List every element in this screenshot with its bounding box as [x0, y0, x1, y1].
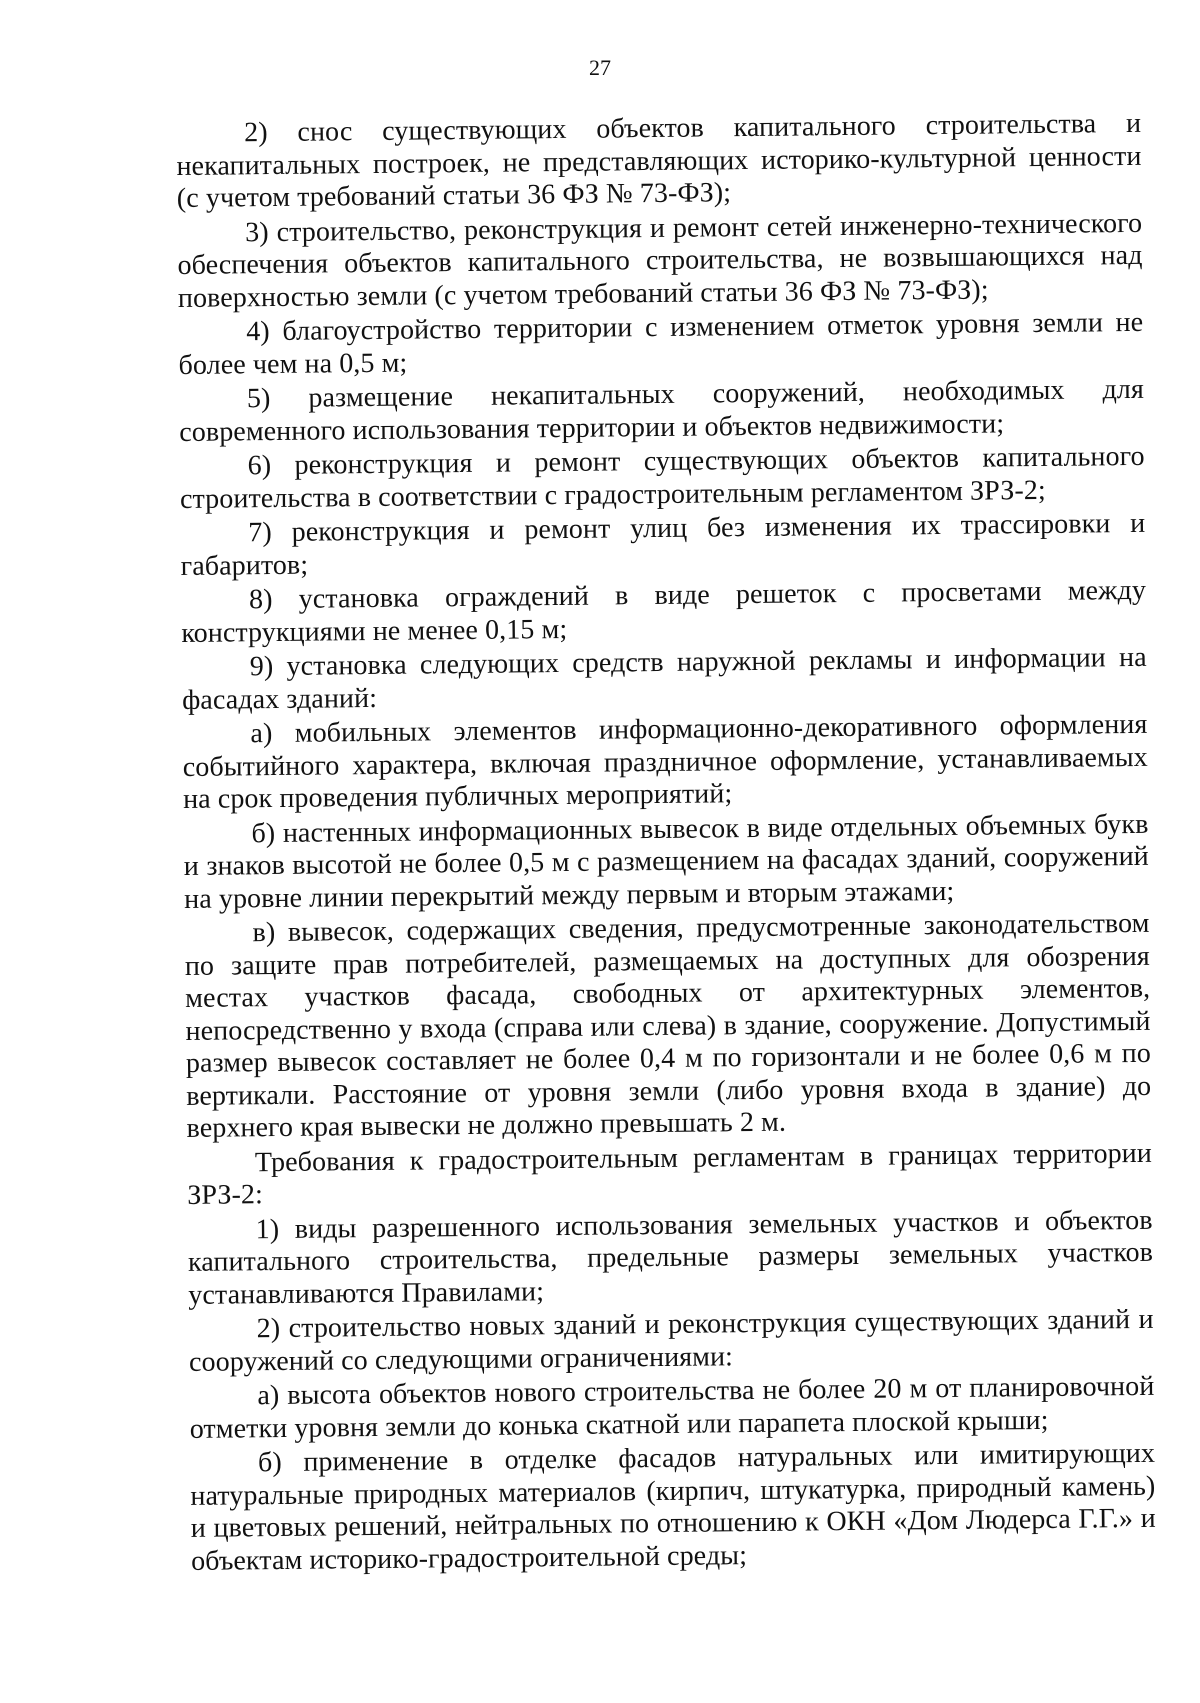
paragraph-item-8-fences: 8) установка ограждений в виде решеток с просветами между конструкциями не менее 0,15 м; [181, 574, 1147, 649]
paragraph-req-1-permitted-use: 1) виды разрешенного использования земельных участков и объектов капитального строительства, предельные размеры земельных участков устанавливаются Правилами; [187, 1204, 1154, 1311]
paragraph-req-subitem-b-facade-materials: б) применение в отделке фасадов натуральных или имитирующих натуральные природных материалов (кирпич, штукатурка, природный камень) и цветовых решений, нейтральных по отношению к ОКН «Дом Людерса Г.Г.» и объектам историко-градостроительной среды; [190, 1437, 1156, 1577]
paragraph-item-6-reconstruction: 6) реконструкция и ремонт существующих объектов капитального строительства в соответствии с градостроительным регламентом ЗРЗ-2; [179, 440, 1145, 515]
paragraph-item-5-temporary-structures: 5) размещение некапитальных сооружений, необходимых для современного использования территории и объектов недвижимости; [179, 373, 1145, 448]
document-body [176, 108, 1156, 1580]
paragraph-subitem-b-wall-signs: б) настенных информационных вывесок в виде отдельных объемных букв и знаков высотой не более 0,5 м с размещением на фасадах зданий, сооружений на уровне линии перекрытий между первым и вторым этажами; [183, 808, 1149, 915]
paragraph-subitem-a-mobile-elements: а) мобильных элементов информационно-декоративного оформления событийного характера, включая праздничное оформление, устанавливаемых на срок проведения публичных мероприятий; [182, 708, 1148, 815]
paragraph-req-subitem-a-height: а) высота объектов нового строительства не более 20 м от планировочной отметки уровня земли до конька скатной или парапета плоской крыши; [189, 1370, 1155, 1445]
paragraph-requirements-heading: Требования к градостроительным регламентам в границах территории ЗРЗ-2: [187, 1137, 1153, 1211]
page-number: 27 [589, 55, 611, 80]
paragraph-subitem-v-signboards: в) вывесок, содержащих сведения, предусмотренные законодательством по защите прав потребителей, размещаемых на доступных для обозрения местах участков фасада, свободных от архитектурных элементов, непосредственно у входа (справа или слева) в здание, сооружение. Допустимый размер вывесок составляет не более 0,4 м по горизонтали и не более 0,6 м по вертикали. Расстояние от уровня земли (либо уровня входа в здание) до верхнего края вывески не должно превышать 2 м. [184, 907, 1152, 1144]
paragraph-req-2-new-construction: 2) строительство новых зданий и реконструкция существующих зданий и сооружений со следующими ограничениями: [188, 1303, 1154, 1378]
paragraph-item-9-advertising: 9) установка следующих средств наружной рекламы и информации на фасадах зданий: [181, 641, 1147, 716]
paragraph-item-7-streets: 7) реконструкция и ремонт улиц без изменения их трассировки и габаритов; [180, 507, 1146, 582]
paragraph-item-3-engineering-networks: 3) строительство, реконструкция и ремонт сетей инженерно-технического обеспечения объектов капитального строительства, не возвышающихся над поверхностью земли (с учетом требований статьи 36 ФЗ № 73-ФЗ); [177, 207, 1143, 314]
paragraph-item-4-landscaping: 4) благоустройство территории с изменением отметок уровня земли не более чем на 0,5 м; [178, 306, 1144, 381]
paragraph-item-2-demolition: 2) снос существующих объектов капитального строительства и некапитальных построек, не представляющих историко-культурной ценности (с учетом требований статьи 36 ФЗ № 73-ФЗ); [176, 107, 1142, 214]
